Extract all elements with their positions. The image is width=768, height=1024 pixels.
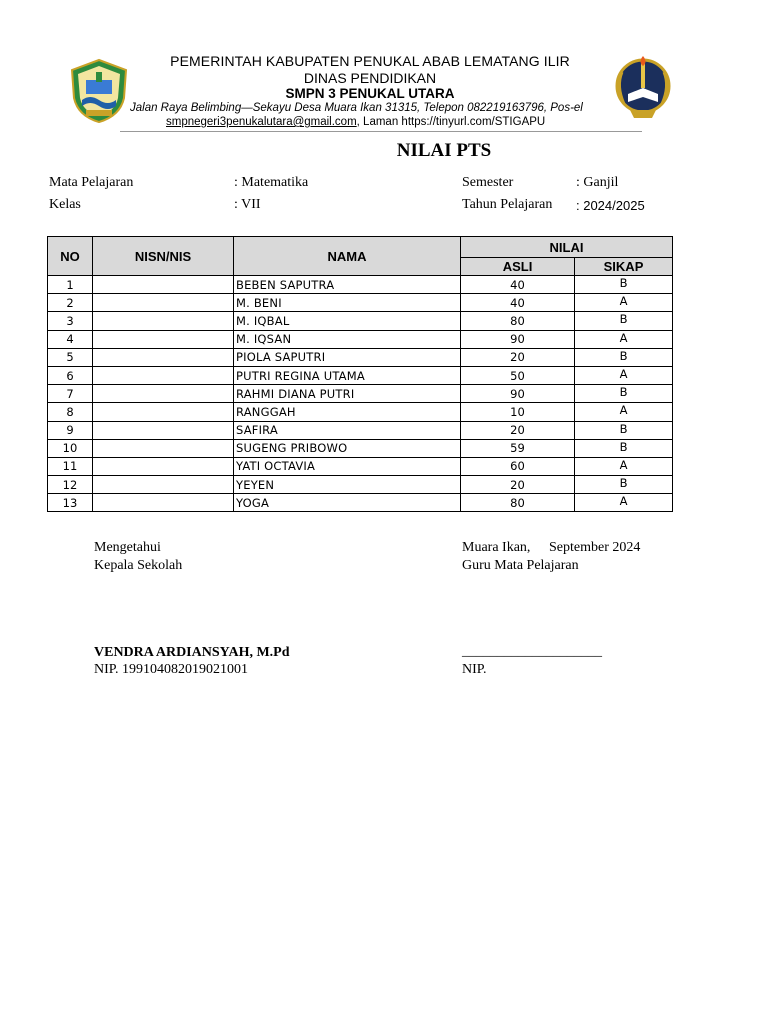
- row-number: 7: [48, 385, 93, 403]
- score-sikap: B: [575, 476, 673, 494]
- score-sikap: B: [575, 439, 673, 457]
- row-number: 3: [48, 312, 93, 330]
- letterhead-department: DINAS PENDIDIKAN: [303, 70, 437, 86]
- score-sikap: B: [575, 312, 673, 330]
- row-number: 4: [48, 330, 93, 348]
- header-no: NO: [48, 237, 93, 276]
- score-asli: 90: [461, 330, 575, 348]
- page-title: NILAI PTS: [396, 140, 492, 161]
- score-asli: 40: [461, 276, 575, 294]
- nisn-cell: [93, 366, 234, 384]
- score-sikap: A: [575, 403, 673, 421]
- subject-value: : Matematika: [234, 175, 309, 190]
- score-asli: 80: [461, 312, 575, 330]
- row-number: 8: [48, 403, 93, 421]
- student-name: M. IQBAL: [234, 312, 461, 330]
- acknowledged-label: Mengetahui: [94, 540, 161, 555]
- row-number: 11: [48, 457, 93, 475]
- nisn-cell: [93, 439, 234, 457]
- regency-emblem-icon: [68, 58, 130, 124]
- subject-label: Mata Pelajaran: [49, 175, 134, 190]
- header-nama: NAMA: [234, 237, 461, 276]
- table-row: [48, 312, 673, 330]
- semester-label: Semester: [462, 175, 514, 190]
- score-asli: 50: [461, 366, 575, 384]
- student-name: PIOLA SAPUTRI: [234, 348, 461, 366]
- table-row: [48, 348, 673, 366]
- table-row: [48, 457, 673, 475]
- nisn-cell: [93, 421, 234, 439]
- student-name: SUGENG PRIBOWO: [234, 439, 461, 457]
- student-name: M. BENI: [234, 294, 461, 312]
- student-name: YOGA: [234, 494, 461, 512]
- table-row: [48, 494, 673, 512]
- student-name: YEYEN: [234, 476, 461, 494]
- score-asli: 60: [461, 457, 575, 475]
- letterhead-government: PEMERINTAH KABUPATEN PENUKAL ABAB LEMATANG ILIR: [170, 53, 570, 69]
- student-name: SAFIRA: [234, 421, 461, 439]
- table-row: [48, 439, 673, 457]
- email-link[interactable]: smpnegeri3penukalutara@gmail.com: [166, 116, 357, 128]
- row-number: 5: [48, 348, 93, 366]
- nisn-cell: [93, 294, 234, 312]
- grades-body: [48, 276, 673, 512]
- score-asli: 40: [461, 294, 575, 312]
- school-crest-icon: [612, 52, 674, 124]
- row-number: 13: [48, 494, 93, 512]
- table-row: [48, 421, 673, 439]
- letterhead-school: SMPN 3 PENUKAL UTARA: [285, 86, 455, 101]
- year-value: : 2024/2025: [576, 198, 645, 213]
- student-name: RAHMI DIANA PUTRI: [234, 385, 461, 403]
- signing-date: September 2024: [549, 540, 641, 555]
- letterhead-divider: [120, 131, 642, 132]
- teacher-label: Guru Mata Pelajaran: [462, 558, 579, 573]
- principal-label: Kepala Sekolah: [94, 558, 183, 573]
- score-sikap: B: [575, 348, 673, 366]
- score-sikap: A: [575, 494, 673, 512]
- nisn-cell: [93, 385, 234, 403]
- score-asli: 59: [461, 439, 575, 457]
- score-sikap: B: [575, 385, 673, 403]
- score-sikap: A: [575, 366, 673, 384]
- score-asli: 90: [461, 385, 575, 403]
- table-row: [48, 403, 673, 421]
- principal-nip: NIP. 199104082019021001: [94, 662, 249, 677]
- table-row: [48, 476, 673, 494]
- class-label: Kelas: [49, 197, 81, 212]
- student-name: YATI OCTAVIA: [234, 457, 461, 475]
- nisn-cell: [93, 457, 234, 475]
- signing-place: Muara Ikan,: [462, 540, 531, 555]
- row-number: 10: [48, 439, 93, 457]
- row-number: 2: [48, 294, 93, 312]
- header-sikap: SIKAP: [575, 258, 673, 276]
- teacher-nip: NIP.: [462, 662, 487, 677]
- student-name: M. IQSAN: [234, 330, 461, 348]
- letterhead-contact: [166, 116, 545, 128]
- year-label: Tahun Pelajaran: [462, 197, 553, 212]
- nisn-cell: [93, 348, 234, 366]
- student-name: BEBEN SAPUTRA: [234, 276, 461, 294]
- table-row: [48, 385, 673, 403]
- score-sikap: B: [575, 276, 673, 294]
- semester-value: : Ganjil: [576, 175, 619, 190]
- nisn-cell: [93, 494, 234, 512]
- table-row: [48, 294, 673, 312]
- table-row: [48, 276, 673, 294]
- row-number: 6: [48, 366, 93, 384]
- table-row: [48, 330, 673, 348]
- student-name: RANGGAH: [234, 403, 461, 421]
- score-asli: 10: [461, 403, 575, 421]
- nisn-cell: [93, 476, 234, 494]
- nisn-cell: [93, 403, 234, 421]
- teacher-name-line: ____________________: [462, 644, 602, 659]
- letterhead-address: Jalan Raya Belimbing—Sekayu Desa Muara Ikan 31315, Telepon 082219163796, Pos-el: [130, 102, 583, 114]
- nisn-cell: [93, 276, 234, 294]
- nisn-cell: [93, 330, 234, 348]
- score-sikap: A: [575, 457, 673, 475]
- nisn-cell: [93, 312, 234, 330]
- table-row: [48, 366, 673, 384]
- score-asli: 20: [461, 421, 575, 439]
- class-value: : VII: [234, 197, 261, 212]
- header-nilai: NILAI: [461, 237, 673, 258]
- score-sikap: A: [575, 294, 673, 312]
- row-number: 12: [48, 476, 93, 494]
- score-sikap: B: [575, 421, 673, 439]
- score-asli: 80: [461, 494, 575, 512]
- score-asli: 20: [461, 476, 575, 494]
- student-name: PUTRI REGINA UTAMA: [234, 366, 461, 384]
- website-text: , Laman https://tinyurl.com/STIGAPU: [356, 116, 546, 128]
- header-asli: ASLI: [461, 258, 575, 276]
- principal-name: VENDRA ARDIANSYAH, M.Pd: [94, 645, 290, 660]
- row-number: 9: [48, 421, 93, 439]
- grades-table: [47, 236, 673, 512]
- score-asli: 20: [461, 348, 575, 366]
- score-sikap: A: [575, 330, 673, 348]
- row-number: 1: [48, 276, 93, 294]
- header-nisn: NISN/NIS: [93, 237, 234, 276]
